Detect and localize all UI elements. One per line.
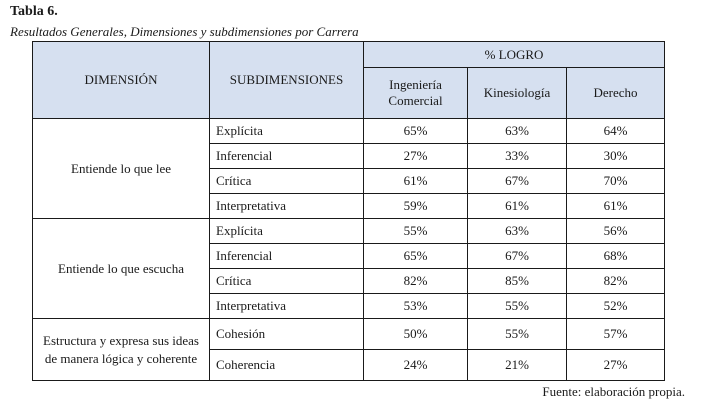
table-row — [33, 319, 665, 350]
subdimension-cell: Explícita — [210, 219, 364, 244]
subdimension-cell: Inferencial — [210, 144, 364, 169]
subdimension-cell: Explícita — [210, 119, 364, 144]
table-body — [33, 119, 665, 381]
source-note: Fuente: elaboración propia. — [542, 384, 685, 399]
value-cell: 61% — [468, 194, 567, 219]
value-cell: 67% — [468, 169, 567, 194]
value-cell: 63% — [468, 219, 567, 244]
value-cell: 67% — [468, 244, 567, 269]
value-cell: 85% — [468, 269, 567, 294]
table-number: Tabla 6. — [10, 4, 58, 19]
value-cell: 55% — [364, 219, 468, 244]
header-dimension: DIMENSIÓN — [33, 42, 210, 119]
value-cell: 61% — [567, 194, 665, 219]
value-cell: 21% — [468, 350, 567, 381]
value-cell: 82% — [364, 269, 468, 294]
value-cell: 50% — [364, 319, 468, 350]
dimension-cell: Entiende lo que escucha — [33, 219, 210, 319]
value-cell: 53% — [364, 294, 468, 319]
header-career-derecho: Derecho — [567, 68, 665, 119]
value-cell: 33% — [468, 144, 567, 169]
subdimension-cell: Cohesión — [210, 319, 364, 350]
value-cell: 30% — [567, 144, 665, 169]
subdimension-cell: Inferencial — [210, 244, 364, 269]
value-cell: 82% — [567, 269, 665, 294]
value-cell: 52% — [567, 294, 665, 319]
subdimension-cell: Interpretativa — [210, 194, 364, 219]
table-row — [33, 119, 665, 144]
value-cell: 65% — [364, 119, 468, 144]
value-cell: 27% — [364, 144, 468, 169]
header-logro: % LOGRO — [364, 42, 665, 68]
table-row — [33, 219, 665, 244]
value-cell: 68% — [567, 244, 665, 269]
header-subdimensions: SUBDIMENSIONES — [210, 42, 364, 119]
subdimension-cell: Coherencia — [210, 350, 364, 381]
dimension-cell: Entiende lo que lee — [33, 119, 210, 219]
subdimension-cell: Crítica — [210, 169, 364, 194]
value-cell: 55% — [468, 294, 567, 319]
value-cell: 61% — [364, 169, 468, 194]
value-cell: 63% — [468, 119, 567, 144]
value-cell: 55% — [468, 319, 567, 350]
value-cell: 56% — [567, 219, 665, 244]
results-table — [32, 41, 665, 381]
header-career-kinesiologia: Kinesiología — [468, 68, 567, 119]
subdimension-cell: Crítica — [210, 269, 364, 294]
dimension-cell: Estructura y expresa sus ideas de manera lógica y coherente — [33, 319, 210, 381]
value-cell: 65% — [364, 244, 468, 269]
value-cell: 57% — [567, 319, 665, 350]
value-cell: 70% — [567, 169, 665, 194]
value-cell: 59% — [364, 194, 468, 219]
value-cell: 64% — [567, 119, 665, 144]
value-cell: 27% — [567, 350, 665, 381]
subdimension-cell: Interpretativa — [210, 294, 364, 319]
header-career-ingenieria: Ingeniería Comercial — [364, 68, 468, 119]
table-title: Resultados Generales, Dimensiones y subdimensiones por Carrera — [10, 24, 359, 39]
value-cell: 24% — [364, 350, 468, 381]
